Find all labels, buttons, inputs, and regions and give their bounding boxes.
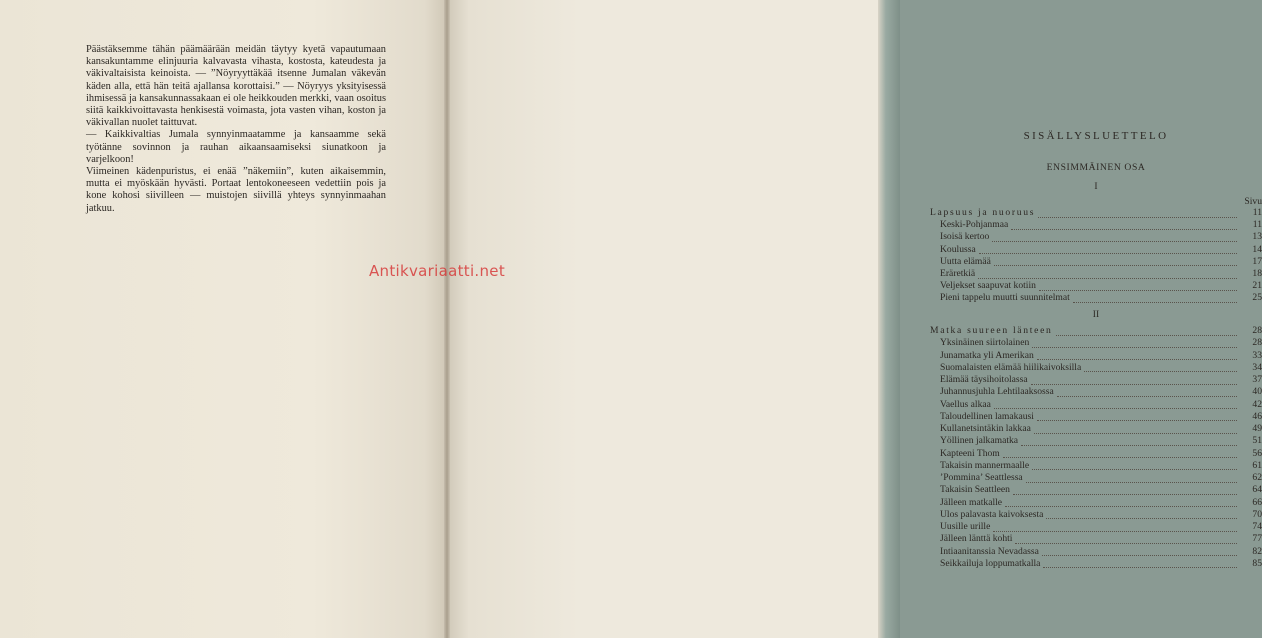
book-cover-edge <box>878 0 900 638</box>
toc-entry-row <box>930 256 1262 268</box>
toc-entry-page: 14 <box>1252 243 1262 255</box>
toc-entry-page: 66 <box>1252 496 1262 508</box>
toc-entry-page: 56 <box>1252 447 1262 459</box>
toc-entry-row <box>930 497 1262 509</box>
toc-chapter-row <box>930 207 1262 219</box>
toc-entry-title: Eräretkiä <box>940 268 976 279</box>
toc-entry-row <box>930 533 1262 545</box>
toc-entry-row <box>930 399 1262 411</box>
toc-entry-title: Suomalaisten elämää hiilikaivoksilla <box>940 361 1082 373</box>
toc-entry-page: 46 <box>1252 410 1262 422</box>
toc-entry-row <box>930 558 1262 570</box>
toc-entry-row <box>930 521 1262 533</box>
toc-entry-row <box>930 219 1262 231</box>
section-numeral: I <box>1094 181 1098 192</box>
toc-entry-page: 33 <box>1252 349 1262 361</box>
right-page <box>447 0 1262 638</box>
toc-entry-row <box>930 448 1262 460</box>
toc-entry-page: 13 <box>1252 231 1262 243</box>
dot-leader <box>1015 535 1237 544</box>
toc-entry-title: Lapsuus ja nuoruus <box>930 207 1036 218</box>
toc-entry-title: Uutta elämää <box>940 255 991 267</box>
toc-entry-row <box>930 231 1262 243</box>
toc-entry-title: Juhannusjuhla Lehtilaaksossa <box>940 386 1054 398</box>
toc-entry-title: Matka suureen länteen <box>930 325 1053 336</box>
toc-entry-row <box>930 472 1262 484</box>
toc-entry-page: 74 <box>1252 521 1262 532</box>
toc-entry-title: Kapteeni Thom <box>940 447 1000 459</box>
left-page-text <box>86 44 386 215</box>
dot-leader <box>1056 327 1237 336</box>
dot-leader <box>1057 388 1237 397</box>
dot-leader <box>1032 461 1237 470</box>
toc-entry-page: 85 <box>1252 557 1262 569</box>
dot-leader <box>992 233 1237 242</box>
toc-entry-row <box>930 337 1262 349</box>
dot-leader <box>979 245 1237 254</box>
dot-leader <box>1039 282 1237 291</box>
toc-entry-title: Jälleen matkalle <box>940 496 1003 508</box>
watermark-text: Antikvariaatti.net <box>369 262 506 280</box>
toc-entry-page: 51 <box>1252 435 1262 447</box>
dot-leader <box>1073 294 1237 303</box>
toc-entry-page: 42 <box>1252 398 1262 410</box>
toc-entry-page: 70 <box>1252 508 1262 520</box>
toc-entry-title: Kullanetsintäkin lakkaa <box>940 423 1031 434</box>
toc-entry-page: 11 <box>1252 219 1262 231</box>
toc-entry-row <box>930 460 1262 472</box>
toc-entry-page: 21 <box>1252 280 1262 292</box>
dot-leader <box>1042 547 1237 556</box>
dot-leader <box>1013 486 1237 495</box>
dot-leader <box>1032 339 1237 348</box>
dot-leader <box>1026 474 1237 483</box>
dot-leader <box>993 523 1237 532</box>
dot-leader <box>1003 449 1237 458</box>
dot-leader <box>1005 498 1237 507</box>
toc-entry-title: Koulussa <box>940 243 976 255</box>
toc-entry-row <box>930 268 1262 280</box>
dot-leader <box>1021 437 1237 446</box>
toc-entry-title: Takaisin mannermaalle <box>940 459 1030 471</box>
toc-entry-page: 37 <box>1252 374 1262 385</box>
dot-leader <box>994 400 1237 409</box>
toc-entry-page: 17 <box>1252 255 1262 267</box>
dot-leader <box>1031 376 1237 385</box>
part-title: ENSIMMÄINEN OSA <box>1046 162 1146 173</box>
toc-entry-page: 40 <box>1252 386 1262 398</box>
dot-leader <box>978 270 1237 279</box>
toc-entry-title: ’Pommina’ Seattlessa <box>940 472 1023 483</box>
section-numeral: II <box>1092 309 1100 320</box>
dot-leader <box>1011 221 1237 230</box>
dot-leader <box>1037 351 1237 360</box>
dot-leader <box>994 257 1237 266</box>
toc-entry-row <box>930 423 1262 435</box>
toc-entry-row <box>930 484 1262 496</box>
toc-title: SISÄLLYSLUETTELO <box>1023 130 1169 142</box>
toc-entry-title: Intiaanitanssia Nevadassa <box>940 545 1039 557</box>
toc-entry-row <box>930 411 1262 423</box>
toc-entry-title: Seikkailuja loppumatkalla <box>940 557 1041 569</box>
toc-entry-title: Veljekset saapuvat kotiin <box>940 280 1036 292</box>
toc-entry-page: 49 <box>1252 423 1262 434</box>
toc-entry-row <box>930 374 1262 386</box>
toc-entry-title: Keski-Pohjanmaa <box>940 219 1009 231</box>
toc-entry-row <box>930 362 1262 374</box>
toc-entry-page: 18 <box>1252 268 1262 279</box>
toc-entry-title: Takaisin Seattleen <box>940 484 1010 496</box>
toc-entry-row <box>930 546 1262 558</box>
toc-entry-title: Jälleen länttä kohti <box>940 533 1013 545</box>
toc-entry-title: Pieni tappelu muutti suunnitelmat <box>940 292 1070 304</box>
toc-entry-row <box>930 280 1262 292</box>
toc-chapter-row <box>930 325 1262 337</box>
toc-entry-row <box>930 509 1262 521</box>
toc-entry-page: 77 <box>1252 533 1262 545</box>
toc-entry-page: 28 <box>1252 325 1262 336</box>
toc-entry-row <box>930 435 1262 447</box>
paragraph: Päästäksemme tähän päämäärään meidän täytyy kyetä vapautumaan kansakuntamme elinjuuria kalvavasta vihasta, kostosta, kateudesta ja väkivaltaisista keinoista. — ”Nöyryyttäkää itsenne Jumalan väkevän käden alla, että hän teitä ajallansa korottaisi.” — Nöyryys yksityisessä ihmisessä ja kansakunnassakaan ei ole heikkouden merkki, vaan osoitus siitä kaikkivoittavasta henkisestä voimasta, jota vasten vihan, koston ja väkivallan nuolet taittuvat. <box>86 44 386 129</box>
left-page <box>0 0 447 638</box>
toc-entry-page: 11 <box>1252 207 1262 218</box>
toc-entry-row <box>930 292 1262 304</box>
toc-entry-title: Vaellus alkaa <box>940 398 991 410</box>
toc-entry-page: 34 <box>1252 361 1262 373</box>
toc-entry-page: 64 <box>1252 484 1262 496</box>
toc-entry-title: Elämää täysihoitolassa <box>940 374 1028 385</box>
dot-leader <box>1034 425 1237 434</box>
toc-entry-row <box>930 350 1262 362</box>
toc-entry-page: 25 <box>1252 292 1262 304</box>
book-gutter <box>444 0 450 638</box>
toc-entry-title: Taloudellinen lamakausi <box>940 410 1034 422</box>
dot-leader <box>1043 559 1237 568</box>
toc-entry-title: Ulos palavasta kaivoksesta <box>940 508 1044 520</box>
toc-entry-row <box>930 244 1262 256</box>
toc-entry-page: 82 <box>1252 545 1262 557</box>
dot-leader <box>1037 412 1237 421</box>
toc-entry-page: 28 <box>1252 337 1262 349</box>
page-column-header: Sivu <box>1244 196 1262 207</box>
toc-entry-page: 61 <box>1252 459 1262 471</box>
toc-entry-title: Yksinäinen siirtolainen <box>940 337 1030 349</box>
paragraph: — Kaikkivaltias Jumala synnyinmaatamme ja kansaamme sekä työtänne sovinnon ja rauhan aikaansaamiseksi siunatkoon ja varjelkoon! <box>86 129 386 165</box>
toc-entry-title: Isoisä kertoo <box>940 231 990 243</box>
toc-entry-title: Yöllinen jalkamatka <box>940 435 1019 447</box>
toc-entry-title: Junamatka yli Amerikan <box>940 349 1034 361</box>
dot-leader <box>1046 510 1237 519</box>
toc-entry-page: 62 <box>1252 472 1262 483</box>
paragraph: Viimeinen kädenpuristus, ei enää ”näkemiin”, kuten aikaisemmin, mutta ei myöskään hyvästi. Portaat lentokoneeseen vedettiin pois ja kone kohosi siivilleen — muistojen siivillä yhteys synnyinmaahan jatkuu. <box>86 166 386 214</box>
toc-entry-title: Uusille urille <box>940 521 991 532</box>
dot-leader <box>1084 363 1237 372</box>
dot-leader <box>1038 209 1237 218</box>
toc-entry-row <box>930 386 1262 398</box>
